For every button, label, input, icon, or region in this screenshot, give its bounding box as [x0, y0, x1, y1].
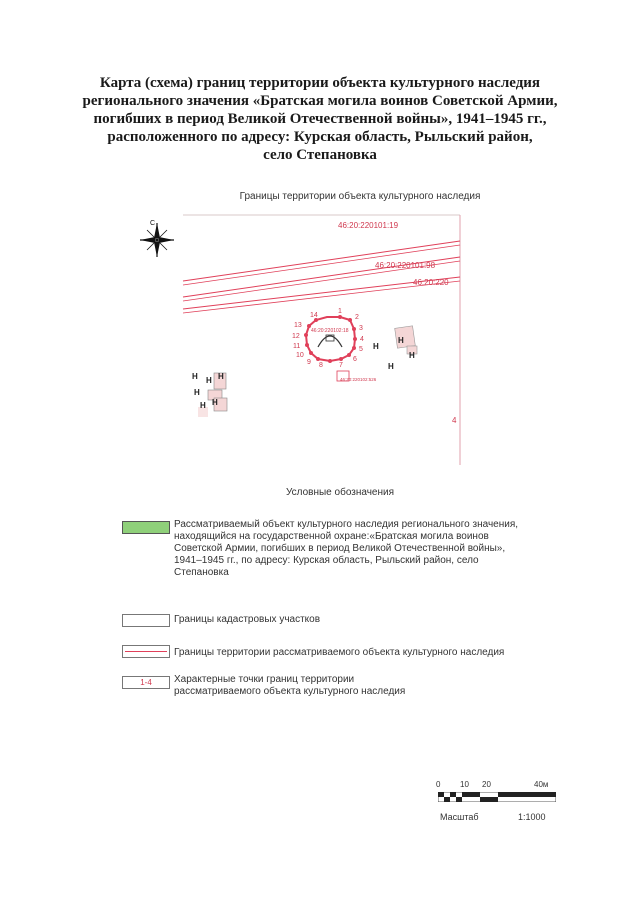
title-line: регионального значения «Братская могила воинов Советской Армии, [82, 93, 558, 109]
point-number: 2 [355, 314, 359, 321]
building-letter: Н [200, 401, 206, 410]
building-letter: Н [398, 336, 404, 345]
monument-label: 46:20:220102:18 [311, 328, 349, 334]
north-label: С [150, 220, 156, 227]
point-number: 9 [307, 359, 311, 366]
legend-text: Характерные точки границ территории рассматриваемого объекта культурного наследия [174, 674, 406, 697]
legend-swatch-green [122, 521, 170, 534]
building-letter: Н [194, 388, 200, 397]
building-letter: Н [218, 372, 224, 381]
point-number: 1 [338, 308, 342, 315]
parcel-label: 46:20:220102:526 [340, 377, 377, 382]
legend-swatch-boundary [122, 645, 170, 658]
point-number: 12 [292, 333, 300, 340]
title-line: расположенного по адресу: Курская область, Рыльский район, [107, 129, 533, 145]
building-letter: Н [206, 376, 212, 385]
point-number: 10 [296, 352, 304, 359]
scale-tick: 0 [436, 780, 441, 789]
parcel-boundaries [183, 241, 460, 313]
point-number: 7 [339, 362, 343, 369]
parcel-label: 46:20:220101:98 [375, 261, 436, 270]
parcel-edge-label: 4 [452, 416, 457, 425]
building-letter: Н [212, 398, 218, 407]
scale-bar-graphic [438, 792, 556, 802]
legend-swatch-parcel [122, 614, 170, 627]
title-line: село Степановка [263, 147, 377, 163]
point-number: 8 [319, 362, 323, 369]
map-caption: Границы территории объекта культурного наследия [239, 191, 481, 202]
building-letter: Н [192, 372, 198, 381]
map [130, 205, 470, 495]
parcel-label: 46:20:220101:19 [338, 221, 399, 230]
building-letter: Н [409, 351, 415, 360]
point-number: 4 [360, 336, 364, 343]
buildings-right [373, 326, 417, 371]
scale-bar [430, 780, 570, 840]
title-line: Карта (схема) границ территории объекта культурного наследия [99, 75, 541, 91]
point-number: 6 [353, 356, 357, 363]
parcel-label: 46:20:220 [413, 278, 449, 287]
building-letter: Н [373, 342, 379, 351]
scale-ratio: 1:1000 [518, 812, 546, 822]
point-number: 11 [293, 343, 301, 350]
building-letter: Н [388, 362, 394, 371]
point-number: 14 [310, 312, 318, 319]
scale-tick: 10 [460, 780, 469, 789]
legend-text: Рассматриваемый объект культурного наследия регионального значения, находящийся на государственной охране:«Братская могила воинов Советской Армии, погибших в период Великой Отечественной войны», 1941–1945 гг., по адресу: Курская область, Рыльский район, село Степановка [174, 519, 519, 578]
monument-boundary [304, 315, 357, 363]
legend-text: Границы территории рассматриваемого объекта культурного наследия [174, 647, 505, 658]
scale-label: Масштаб [440, 812, 479, 822]
point-number: 13 [294, 322, 302, 329]
scale-tick: 40м [534, 780, 549, 789]
title-line: погибших в период Великой Отечественной войны», 1941–1945 гг., [93, 111, 547, 127]
legend-text: Границы кадастровых участков [174, 614, 321, 625]
point-number: 3 [359, 325, 363, 332]
document-title [60, 74, 580, 164]
point-number: 5 [359, 346, 363, 353]
north-arrow-icon [140, 220, 174, 257]
buildings-left [192, 372, 227, 417]
legend-title: Условные обозначения [285, 487, 395, 498]
legend-swatch-points: 1-4 [122, 676, 170, 689]
scale-tick: 20 [482, 780, 491, 789]
